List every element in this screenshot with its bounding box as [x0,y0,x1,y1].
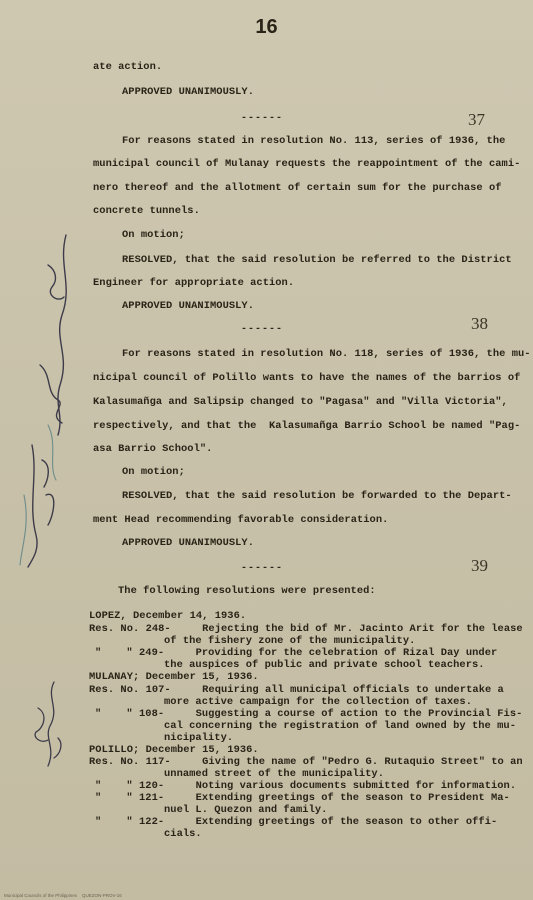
text-line: RESOLVED, that the said resolution be forwarded to the Depart- [122,490,512,502]
text-line: concrete tunnels. [93,205,200,217]
text-line: For reasons stated in resolution No. 113, series of 1936, the [122,135,506,147]
separator: ------ [241,324,284,335]
text-line: APPROVED UNANIMOUSLY. [122,300,254,312]
margin-number: 38 [471,314,488,333]
text-line: Engineer for appropriate action. [93,277,295,289]
text-line: The following resolutions were presented: [118,585,376,597]
text-line: nicipal council of Polillo wants to have the names of the barrios of [93,372,521,384]
separator: ------ [241,563,284,574]
text-line: ate action. [93,61,163,73]
text-line: unnamed street of the municipality. [164,768,384,780]
text-line: nuel L. Quezon and family. [164,804,328,816]
text-line: " " 249- Providing for the celebration of Rizal Day under [95,647,498,659]
text-line: MULANAY; December 15, 1936. [89,671,259,683]
text-line: " " 108- Suggesting a course of action to the Provincial Fis- [95,708,523,720]
text-line: the auspices of public and private school teachers. [164,659,485,671]
text-line: APPROVED UNANIMOUSLY. [122,86,254,98]
text-line: Res. No. 248- Rejecting the bid of Mr. Jacinto Arit for the lease [89,623,523,635]
handwritten-initials [24,678,74,773]
text-line: " " 121- Extending greetings of the season to President Ma- [95,792,510,804]
separator: ------ [241,113,284,124]
text-line: Kalasumañga and Salipsip changed to "Pagasa" and "Villa Victoria", [93,396,508,408]
text-line: For reasons stated in resolution No. 118, series of 1936, the mu- [122,348,531,360]
text-line: respectively, and that the Kalasumañga Barrio School be named "Pag- [93,420,521,432]
text-line: cal concerning the registration of land owned by the mu- [164,720,516,732]
margin-number: 39 [471,556,488,575]
text-line: nero thereof and the allotment of certain sum for the purchase of [93,182,502,194]
margin-number: 37 [468,110,485,129]
text-line: of the fishery zone of the municipality. [164,635,416,647]
text-line: Res. No. 107- Requiring all municipal officials to undertake a [89,684,504,696]
text-line: " " 122- Extending greetings of the season to other offi- [95,816,498,828]
text-line: APPROVED UNANIMOUSLY. [122,537,254,549]
text-line: On motion; [122,229,185,241]
text-line: LOPEZ, December 14, 1936. [89,610,247,622]
text-line: POLILLO; December 15, 1936. [89,744,259,756]
text-line: asa Barrio School". [93,443,213,455]
handwritten-signature-vertical [18,225,88,570]
page-number: 16 [255,16,278,38]
text-line: On motion; [122,466,185,478]
text-line: nicipality. [164,732,234,744]
text-line: cials. [164,828,202,840]
text-line: municipal council of Mulanay requests the reappointment of the cami- [93,158,521,170]
text-line: ment Head recommending favorable consideration. [93,514,389,526]
text-line: more active campaign for the collection of taxes. [164,696,472,708]
text-line: Res. No. 117- Giving the name of "Pedro G. Rutaquio Street" to an [89,756,523,768]
text-line: " " 120- Noting various documents submitted for information. [95,780,517,792]
text-line: RESOLVED, that the said resolution be referred to the District [122,254,512,266]
scan-footer: Municipal Councils of the Philippines QUEZON-PROV-16 [4,893,122,898]
